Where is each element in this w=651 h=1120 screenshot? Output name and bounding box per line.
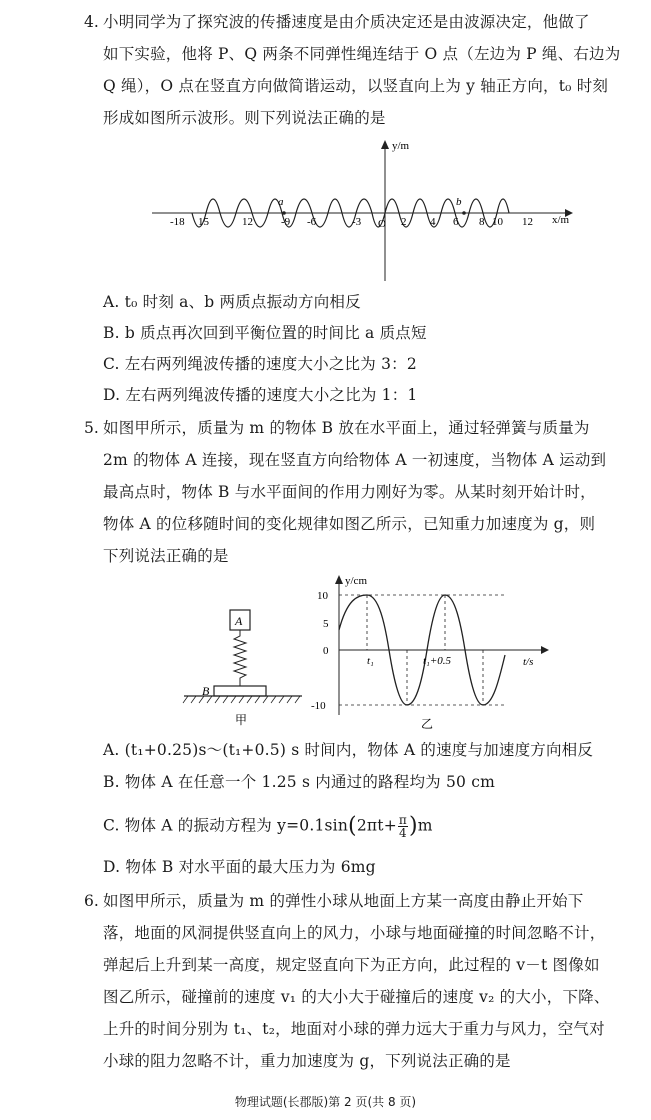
q5-option-c-unit: m: [417, 816, 433, 835]
tick-neg-9: -9: [281, 216, 291, 228]
spring: [234, 630, 246, 686]
yi-tick-10: 10: [317, 590, 328, 602]
q5-stem-line-5: 下列说法正确的是: [103, 547, 229, 565]
q5-number: 5.: [84, 419, 99, 437]
block-b-label: B: [202, 684, 210, 698]
q4-stem-line-2: 如下实验，他将 P、Q 两条不同弹性绳连结于 O 点（左边为 P 绳、右边为: [103, 45, 621, 63]
q4-stem-line-4: 形成如图所示波形。则下列说法正确的是: [103, 109, 386, 127]
q6-stem-line-4: 图乙所示，碰撞前的速度 v₁ 的大小大于碰撞后的速度 v₂ 的大小，下降、: [103, 988, 610, 1006]
block-a-label: A: [235, 614, 243, 628]
q6-stem-line-1: 如图甲所示，质量为 m 的弹性小球从地面上方某一高度由静止开始下: [103, 892, 584, 910]
yi-t1-label: t₁: [367, 655, 374, 667]
q6-stem-line-5: 上升的时间分别为 t₁、t₂，地面对小球的弹力远大于重力与风力，空气对: [103, 1020, 605, 1038]
y-axis-label: y/m: [392, 140, 410, 152]
q6-stem-line-3: 弹起后上升到某一高度，规定竖直向下为正方向，此过程的 v－t 图像如: [103, 956, 600, 974]
tick-neg-3: -3: [352, 216, 362, 228]
yi-t-label: t/s: [523, 656, 534, 668]
tick-neg-6: -6: [307, 216, 317, 228]
tick-pos-8: 8: [479, 216, 485, 228]
point-b-label: b: [456, 196, 462, 208]
q5-option-a: A. (t₁+0.25)s～(t₁+0.5) s 时间内，物体 A 的速度与加速度方向相反: [103, 741, 594, 759]
block-b: [214, 686, 266, 696]
q4-number: 4.: [84, 13, 99, 31]
q4-option-b: B. b 质点再次回到平衡位置的时间比 a 质点短: [103, 324, 427, 342]
tick-pos-4: 4: [430, 216, 436, 228]
frac-denominator: 4: [399, 826, 407, 840]
yi-t-arrow: [541, 646, 549, 654]
q4-stem-line-1: 小明同学为了探究波的传播速度是由介质决定还是由波源决定，他做了: [103, 13, 590, 31]
q5-option-d: D. 物体 B 对水平面的最大压力为 6mg: [103, 858, 376, 876]
tick-neg-12: 12: [242, 216, 253, 228]
q6-stem-line-2: 落，地面的风洞提供竖直向上的风力，小球与地面碰撞的时间忽略不计，: [103, 924, 606, 942]
fig-jia-caption: 甲: [235, 713, 248, 727]
tick-neg-15: 15: [198, 216, 209, 228]
yi-t1-plus-label: t₁+0.5: [423, 655, 452, 667]
q4-wave-graph: [140, 135, 580, 285]
q4-option-d: D. 左右两列绳波传播的速度大小之比为 1：1: [103, 386, 418, 404]
fig-yi-caption: 乙: [421, 717, 434, 731]
q4-option-c: C. 左右两列绳波传播的速度大小之比为 3：2: [103, 355, 417, 373]
yi-y-label: y/cm: [345, 575, 367, 587]
ground-hatch: [183, 696, 300, 703]
tick-pos-12: 12: [522, 216, 533, 228]
q5-stem-line-2: 2m 的物体 A 连接，现在竖直方向给物体 A 一初速度，当物体 A 运动到: [103, 451, 607, 469]
tick-pos-10: 10: [492, 216, 503, 228]
q6-number: 6.: [84, 892, 99, 910]
y-axis-arrow: [381, 140, 389, 149]
q5-stem-line-3: 最高点时，物体 B 与水平面间的作用力刚好为零。从某时刻开始计时，: [103, 483, 596, 501]
q5-figure-yi: [305, 570, 555, 735]
point-a-dot: [282, 211, 286, 215]
yi-tick-0: 0: [323, 645, 329, 657]
yi-y-arrow: [335, 575, 343, 584]
yi-tick-5: 5: [323, 618, 329, 630]
q5-option-c-inner: 2πt+: [356, 816, 397, 835]
q5-option-c-fraction: [398, 814, 408, 839]
q5-option-c-prefix: C. 物体 A 的振动方程为 y=0.1sin: [103, 816, 349, 835]
q5-stem-line-4: 物体 A 的位移随时间的变化规律如图乙所示，已知重力加速度为 g，则: [103, 515, 596, 533]
tick-pos-2: 2: [401, 216, 407, 228]
q4-stem-line-3: Q 绳），O 点在竖直方向做简谐运动，以竖直向上为 y 轴正方向，t₀ 时刻: [103, 77, 609, 95]
point-b-dot: [462, 211, 466, 215]
x-axis-label: x/m: [552, 214, 570, 226]
q5-figure-jia: [180, 600, 310, 732]
tick-pos-6: 6: [453, 216, 459, 228]
frac-numerator: π: [398, 813, 407, 827]
q5-option-c: C. 物体 A 的振动方程为 y=0.1sin(2πt+ $\frac{\pi}{4}$ )m: [103, 813, 433, 840]
q5-option-b: B. 物体 A 在任意一个 1.25 s 内通过的路程均为 50 cm: [103, 773, 495, 791]
q4-option-a: A. t₀ 时刻 a、b 两质点振动方向相反: [103, 293, 361, 311]
origin-label: O: [378, 218, 386, 230]
q5-stem-line-1: 如图甲所示，质量为 m 的物体 B 放在水平面上，通过轻弹簧与质量为: [103, 419, 590, 437]
yi-tick-neg10: -10: [311, 700, 326, 712]
point-a-label: a: [278, 196, 284, 208]
q6-stem-line-6: 小球的阻力忽略不计，重力加速度为 g，下列说法正确的是: [103, 1052, 511, 1070]
page-footer: 物理试题(长郡版)第 2 页(共 8 页): [234, 1095, 417, 1109]
tick-neg-18: -18: [170, 216, 185, 228]
